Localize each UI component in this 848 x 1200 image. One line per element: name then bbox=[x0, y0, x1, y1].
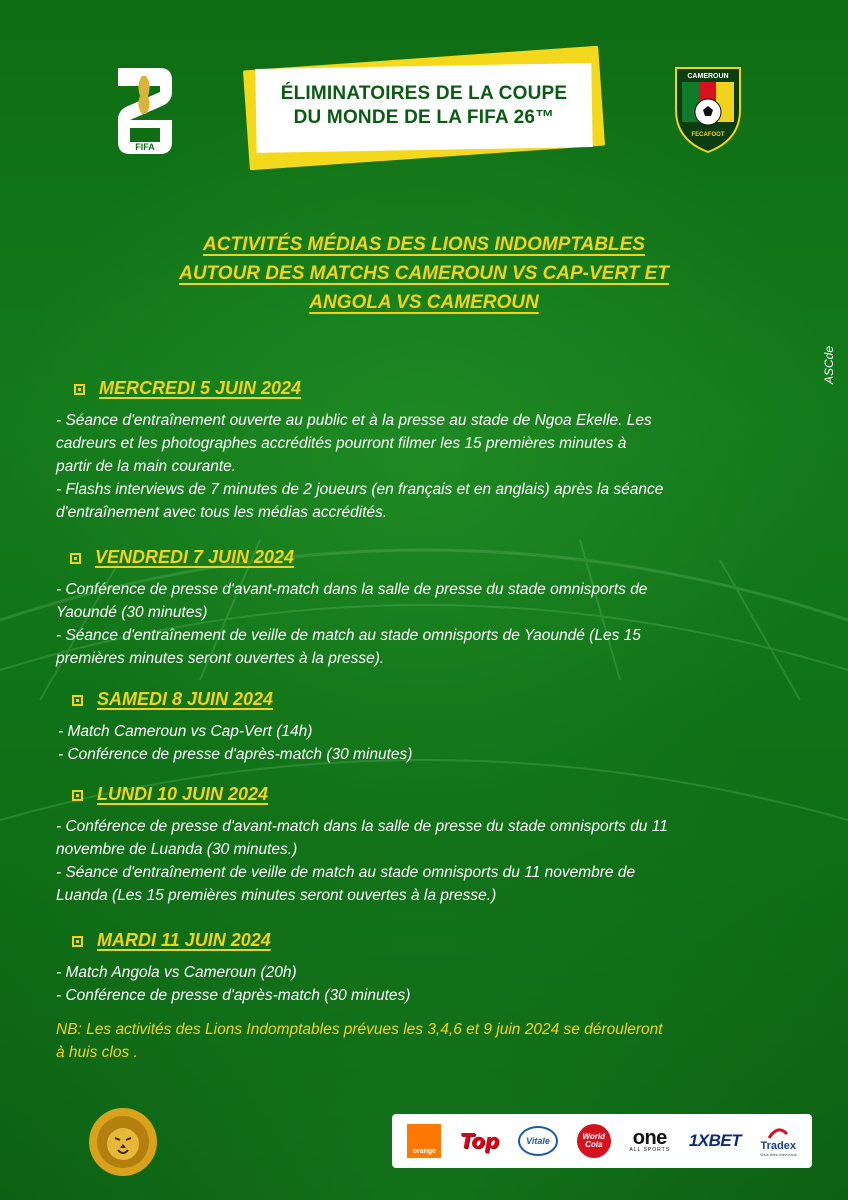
activity-line: - Match Cameroun vs Cap-Vert (14h) bbox=[58, 723, 313, 740]
day-section-samedi bbox=[56, 687, 796, 766]
sponsor-vitale-logo: Vitale bbox=[518, 1126, 558, 1156]
title-banner bbox=[246, 58, 602, 158]
day-label: MARDI 11 JUIN 2024 bbox=[97, 930, 271, 950]
fecafoot-crest-logo bbox=[672, 64, 744, 156]
svg-text:CAMEROUN: CAMEROUN bbox=[687, 73, 729, 80]
activity-line: cadreurs et les photographes accrédités pourront filmer les 15 premières minutes à bbox=[56, 435, 627, 452]
activity-line: - Flashs interviews de 7 minutes de 2 joueurs (en français et en anglais) après la séance bbox=[56, 481, 664, 498]
side-signature: ASCde bbox=[822, 345, 836, 384]
day-section-lundi bbox=[56, 782, 796, 907]
day-section-mardi bbox=[56, 928, 796, 1007]
nb-note-line-2: à huis clos . bbox=[56, 1044, 138, 1061]
fifa-26-logo bbox=[112, 62, 178, 160]
square-bullet-icon bbox=[72, 936, 83, 947]
nb-note-line-1: NB: Les activités des Lions Indomptables prévues les 3,4,6 et 9 juin 2024 se dérouleront bbox=[56, 1021, 663, 1038]
square-bullet-icon bbox=[70, 553, 81, 564]
subtitle-line-3: ANGOLA VS CAMEROUN bbox=[309, 292, 539, 313]
lion-head-logo bbox=[82, 1104, 164, 1180]
activity-line: premières minutes seront ouvertes à la presse). bbox=[56, 650, 385, 667]
svg-text:FECAFOOT: FECAFOOT bbox=[691, 132, 725, 138]
activity-line: d'entraînement avec tous les médias accrédités. bbox=[56, 504, 388, 521]
tradex-swoosh-icon bbox=[767, 1126, 789, 1140]
activity-list bbox=[56, 409, 796, 524]
square-bullet-icon bbox=[72, 695, 83, 706]
day-heading bbox=[56, 376, 796, 400]
subtitle-line-1: ACTIVITÉS MÉDIAS DES LIONS INDOMPTABLES bbox=[203, 234, 645, 255]
activity-line: Luanda (Les 15 premières minutes seront ouvertes à la presse.) bbox=[56, 887, 497, 904]
sponsor-1xbet-logo: 1XBET bbox=[688, 1131, 742, 1150]
activity-line: - Match Angola vs Cameroun (20h) bbox=[56, 964, 297, 981]
day-section-vendredi bbox=[56, 545, 796, 670]
nb-note bbox=[56, 1018, 816, 1064]
sponsor-orange-logo: orange bbox=[407, 1124, 441, 1158]
activity-line: - Conférence de presse d'avant-match dans la salle de presse du stade omnisports du 11 bbox=[56, 818, 668, 835]
day-section-mercredi bbox=[56, 376, 796, 524]
subtitle-heading bbox=[60, 230, 788, 317]
activity-line: - Conférence de presse d'avant-match dans la salle de presse du stade omnisports de bbox=[56, 581, 648, 598]
day-label: VENDREDI 7 JUIN 2024 bbox=[95, 547, 295, 567]
activity-line: - Conférence de presse d'après-match (30 minutes) bbox=[58, 746, 413, 763]
activity-list bbox=[56, 720, 796, 766]
day-label: MERCREDI 5 JUIN 2024 bbox=[99, 378, 302, 398]
subtitle-line-2: AUTOUR DES MATCHS CAMEROUN VS CAP-VERT ET bbox=[179, 263, 669, 284]
activity-line: - Séance d'entraînement ouverte au public et à la presse au stade de Ngoa Ekelle. Les bbox=[56, 412, 652, 429]
sponsor-tradex-logo: Tradex Vous êtes chez vous bbox=[760, 1126, 797, 1157]
activity-line: - Séance d'entraînement de veille de match au stade omnisports du 11 novembre de bbox=[56, 864, 636, 881]
sponsor-world-cola-logo: World Cola bbox=[577, 1124, 611, 1158]
day-heading bbox=[56, 928, 796, 952]
page-title-line-2: DU MONDE DE LA FIFA 26™ bbox=[293, 107, 555, 128]
day-label: SAMEDI 8 JUIN 2024 bbox=[97, 689, 274, 709]
activity-line: Yaoundé (30 minutes) bbox=[56, 604, 208, 621]
activity-list bbox=[56, 815, 796, 907]
sponsor-top-logo: Top bbox=[460, 1129, 500, 1153]
day-heading bbox=[56, 687, 796, 711]
activity-line: - Séance d'entraînement de veille de match au stade omnisports de Yaoundé (Les 15 bbox=[56, 627, 641, 644]
day-heading bbox=[56, 782, 796, 806]
sponsor-one-all-sports-logo: one ALL SPORTS bbox=[629, 1127, 671, 1153]
square-bullet-icon bbox=[72, 790, 83, 801]
activity-line: novembre de Luanda (30 minutes.) bbox=[56, 841, 298, 858]
day-label: LUNDI 10 JUIN 2024 bbox=[97, 784, 269, 804]
activity-list bbox=[56, 578, 796, 670]
page-title bbox=[256, 82, 592, 130]
page-title-line-1: ÉLIMINATOIRES DE LA COUPE bbox=[280, 83, 568, 104]
square-bullet-icon bbox=[74, 384, 85, 395]
activity-line: partir de la main courante. bbox=[56, 458, 237, 475]
activity-line: - Conférence de presse d'après-match (30 minutes) bbox=[56, 987, 411, 1004]
sponsor-bar bbox=[392, 1114, 812, 1168]
svg-text:FIFA: FIFA bbox=[135, 142, 155, 152]
activity-list bbox=[56, 961, 796, 1007]
day-heading bbox=[56, 545, 796, 569]
